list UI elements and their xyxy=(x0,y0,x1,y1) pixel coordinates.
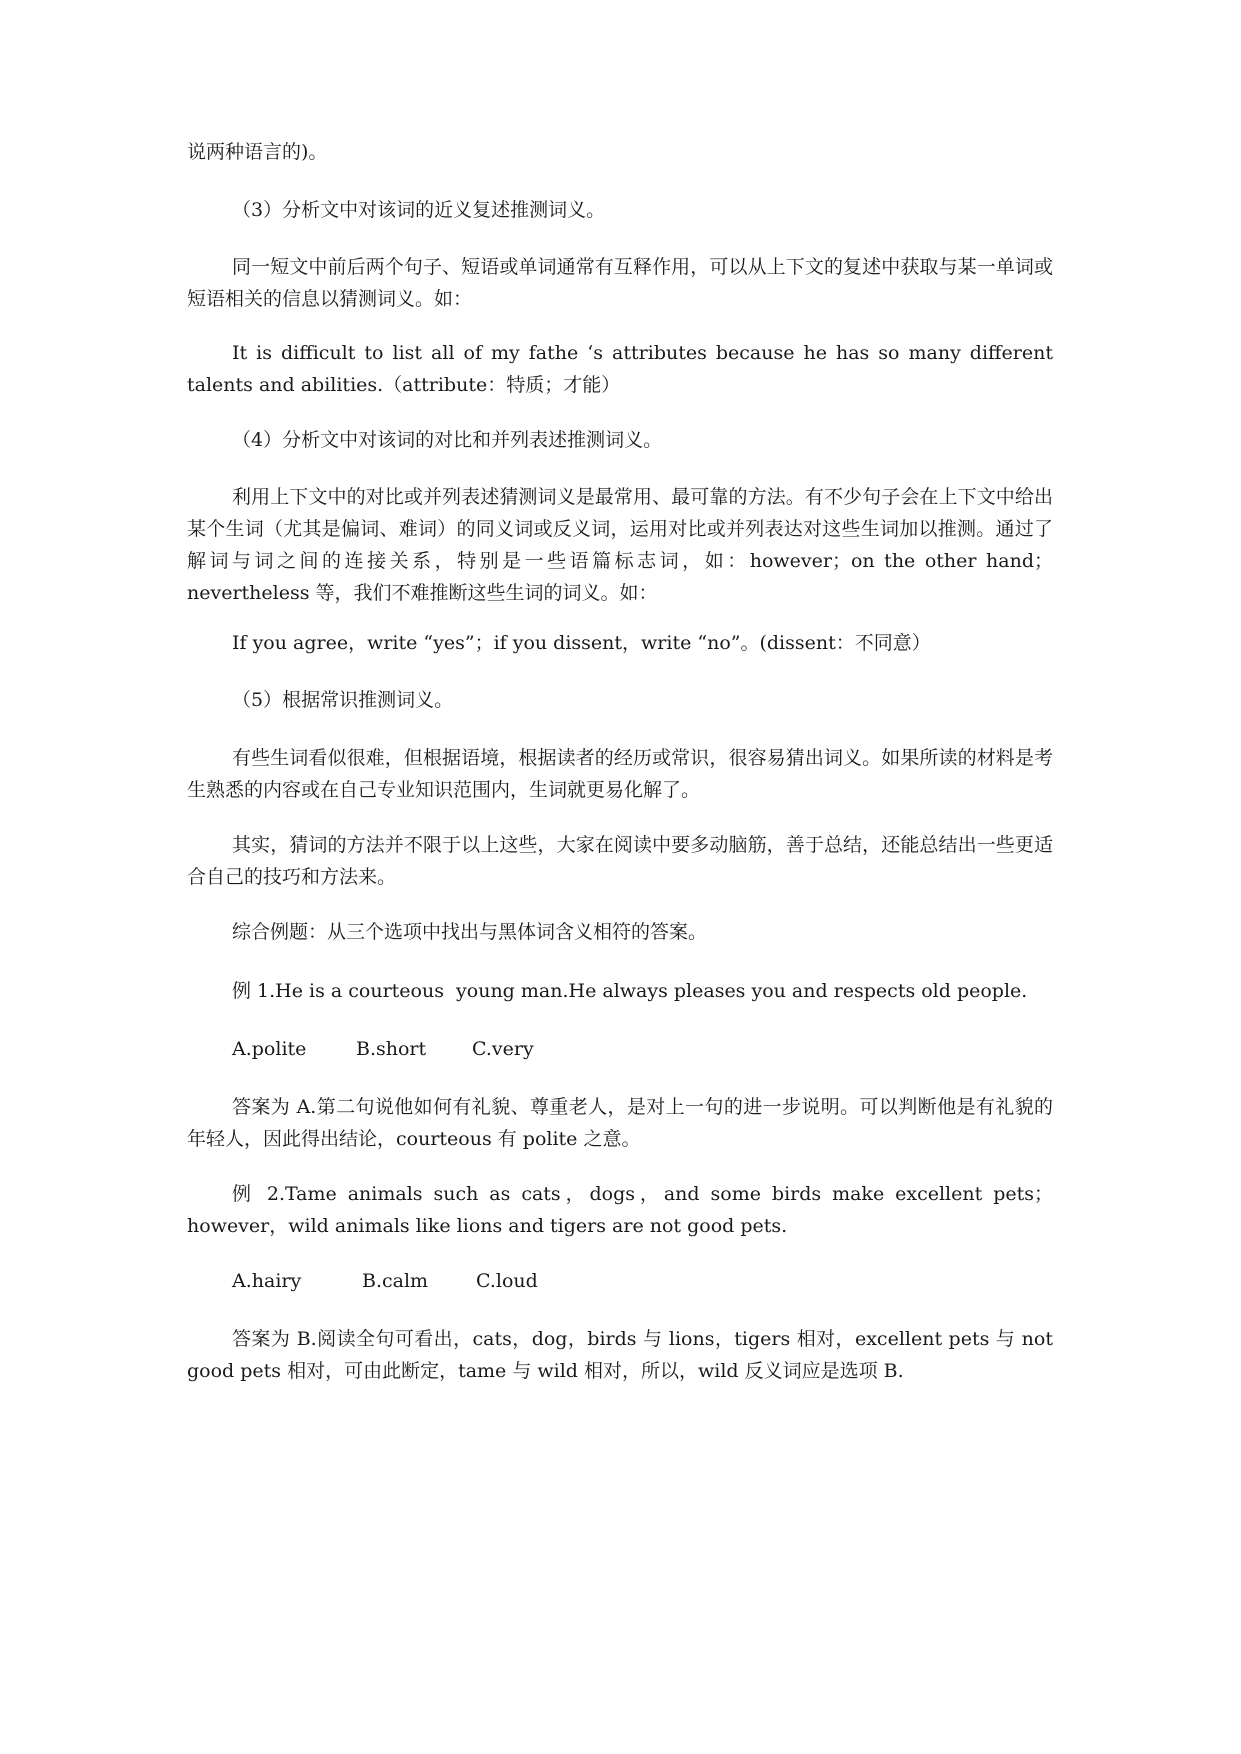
example-2-question: 例 2.Tame animals such as cats，dogs，and some birds make excellent pets； however，wild animals like lions and tigers are not good pets. xyxy=(187,1183,1060,1237)
paragraph-summary: 其实，猜词的方法并不限于以上这些，大家在阅读中要多动脑筋，善于总结，还能总结出一些更适合自己的技巧和方法来。 xyxy=(187,834,1053,888)
paragraph-continuation: 说两种语言的)。 xyxy=(187,141,328,163)
example-1-question: 例 1.He is a courteous young man.He always pleases you and respects old people. xyxy=(232,980,1028,1002)
exercise-heading: 综合例题：从三个选项中找出与黑体词含义相符的答案。 xyxy=(232,921,708,943)
section-heading-5: （5）根据常识推测词义。 xyxy=(232,689,454,711)
paragraph-common-sense: 有些生词看似很难，但根据语境，根据读者的经历或常识，很容易猜出词义。如果所读的材料是考生熟悉的内容或在自己专业知识范围内，生词就更易化解了。 xyxy=(187,747,1053,801)
example-sentence-attribute: It is difficult to list all of my fathe ‘s attributes because he has so many different talents and abilities.（attribute：特质；才能） xyxy=(187,342,1060,396)
section-heading-4: （4）分析文中对该词的对比和并列表述推测词义。 xyxy=(232,429,663,451)
option-b: B.short xyxy=(356,1038,427,1060)
example-1-answer: 答案为 A.第二句说他如何有礼貌、尊重老人，是对上一句的进一步说明。可以判断他是有礼貌的年轻人，因此得出结论，courteous 有 polite 之意。 xyxy=(187,1096,1053,1150)
option-a: A.polite xyxy=(232,1038,307,1060)
paragraph-synonym-restatement: 同一短文中前后两个句子、短语或单词通常有互释作用，可以从上下文的复述中获取与某一单词或短语相关的信息以猜测词义。如： xyxy=(187,256,1053,310)
option-a: A.hairy xyxy=(232,1270,302,1292)
section-heading-3: （3）分析文中对该词的近义复述推测词义。 xyxy=(232,199,606,221)
option-c: C.loud xyxy=(476,1270,538,1292)
paragraph-contrast-parallel: 利用上下文中的对比或并列表述猜测词义是最常用、最可靠的方法。有不少句子会在上下文中给出某个生词（尤其是偏词、难词）的同义词或反义词，运用对比或并列表达对这些生词加以推测。通过了解词与词之间的连接关系，特别是一些语篇标志词，如：however；on the other hand；nevertheless 等，我们不难推断这些生词的词义。如： xyxy=(187,486,1053,604)
example-2-answer: 答案为 B.阅读全句可看出，cats，dog，birds 与 lions，tigers 相对，excellent pets 与 not good pets 相对，可由此断定，tame 与 wild 相对，所以，wild 反义词应是选项 B. xyxy=(187,1328,1060,1382)
example-sentence-dissent: If you agree，write “yes”；if you dissent，write “no”。(dissent：不同意） xyxy=(232,632,931,654)
option-c: C.very xyxy=(472,1038,534,1060)
option-b: B.calm xyxy=(362,1270,429,1292)
